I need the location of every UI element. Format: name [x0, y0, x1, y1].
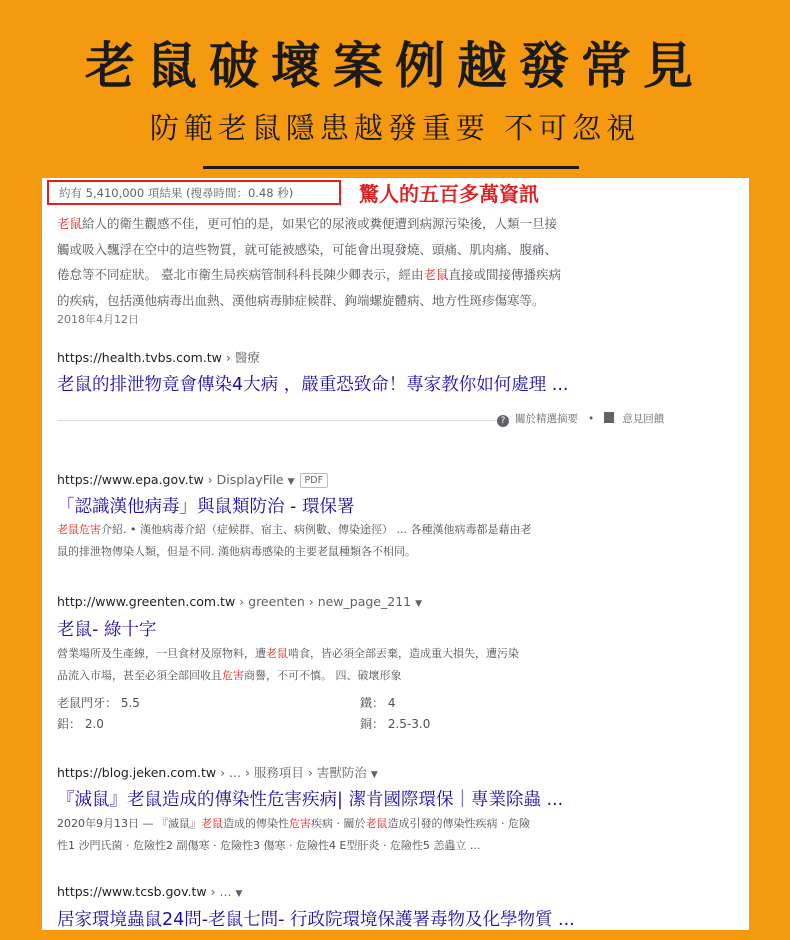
chevron-down-icon[interactable]: ▼ [415, 599, 423, 609]
cite-domain: https://www.epa.gov.tw [57, 472, 204, 487]
spec-item: 鐵： 4 [360, 696, 396, 710]
result-cite [57, 763, 378, 781]
result-snippet [57, 519, 531, 563]
feedback-link[interactable]: 意見回饋 [622, 413, 665, 425]
subheadline: 防範老鼠隱患越發重要 不可忽視 [149, 111, 641, 145]
snippet-line [57, 665, 519, 687]
chevron-down-icon[interactable]: ▼ [287, 477, 295, 487]
spec-item: 銅： 2.5-3.0 [360, 717, 431, 731]
snippet-text: 觸或吸入飄浮在空中的這些物質，就可能被感染，可能會出現發燒、頭痛、肌肉痛、腹痛、 [57, 241, 558, 257]
cite-path: › DisplayFile [203, 472, 284, 487]
spec-item: 老鼠門牙： 5.5 [57, 696, 140, 710]
snippet-line [57, 541, 531, 563]
snippet-text: 鼠的排泄物傳染人類，但是不同. 漢他病毒感染的主要老鼠種類各不相同。 [57, 545, 416, 558]
snippet-text: 啃食，皆必須全部丟棄，造成重大損失，遭污染 [288, 647, 519, 660]
result-stats: 約有 5,410,000 項結果 (搜尋時間：0.48 秒) [47, 180, 341, 205]
highlighted-term: 老鼠危害 [57, 523, 101, 536]
highlighted-term: 老鼠 [423, 267, 449, 282]
help-icon: ? [497, 415, 509, 427]
highlighted-term: 危害 [222, 669, 244, 682]
result-cite [57, 472, 328, 488]
featured-result-title[interactable]: 老鼠的排泄物竟會傳染4大病 ，嚴重恐致命！專家教你如何處理 ... [57, 375, 569, 395]
featured-snippet-date: 2018年4月12日 [57, 313, 139, 326]
snippet-text: 給人的衛生觀感不佳，更可怕的是，如果它的尿液或糞便遭到病源污染後，人類一旦接 [82, 216, 558, 231]
snippet-text: 品流入市場，甚至必須全部回收且 [57, 669, 222, 682]
result-snippet [57, 643, 519, 687]
result-snippet [57, 813, 530, 857]
snippet-text: 2020年9月13日 — 『滅鼠』 [57, 817, 201, 830]
divider-rule [203, 166, 579, 169]
featured-divider [57, 420, 497, 421]
featured-snippet-text [57, 211, 561, 313]
result-title[interactable]: 居家環境蟲鼠24問-老鼠七問- 行政院環境保護署毒物及化學物質 ... [57, 910, 575, 930]
snippet-line [57, 211, 561, 237]
snippet-line [57, 288, 561, 314]
result-cite [57, 594, 422, 609]
snippet-text: 造成的傳染性 [222, 817, 289, 830]
highlighted-term: 老鼠 [57, 216, 83, 231]
cite-domain: http://www.greenten.com.tw [57, 594, 236, 609]
snippet-line [57, 835, 530, 857]
snippet-text: 性1 沙門氏菌 · 危險性2 副傷寒 · 危險性3 傷寒 · 危險性4 E型肝炎 · 危險性5 恙蟲立 ... [57, 839, 481, 852]
snippet-text: 造成引發的傳染性疾病 · 危險 [387, 817, 530, 830]
result-title[interactable]: 『滅鼠』老鼠造成的傳染性危害疾病| 潔肯國際環保｜專業除蟲 ... [57, 790, 564, 810]
snippet-text: 商譽，不可不慎。 四、破壞形象 [244, 669, 402, 682]
spec-item: 鋁： 2.0 [57, 717, 104, 731]
highlighted-term: 老鼠 [266, 647, 288, 660]
cite-path: › ... [206, 884, 232, 899]
highlighted-term: 老鼠 [365, 817, 388, 830]
about-featured-link[interactable]: 關於精選摘要 [515, 413, 578, 425]
result-title[interactable]: 老鼠- 綠十字 [57, 620, 157, 640]
snippet-line [57, 813, 530, 835]
stats-callout: 驚人的五百多萬資訊 [359, 182, 539, 206]
search-results-panel [42, 178, 749, 930]
headline: 老鼠破壞案例越發常見 [85, 37, 705, 95]
separator-dot: • [588, 413, 595, 425]
cite-domain: https://blog.jeken.com.tw [57, 765, 217, 780]
feedback-icon [604, 412, 614, 423]
snippet-text: 直接或間接傳播疾病 [448, 267, 562, 282]
snippet-text: 營業場所及生產線，一旦食材及原物料，遭 [57, 647, 266, 660]
cite-path: › greenten › new_page_211 [235, 594, 412, 609]
highlighted-term: 危害 [288, 817, 311, 830]
highlighted-term: 老鼠 [200, 817, 223, 830]
featured-cite [57, 348, 260, 366]
cite-path: › ... › 服務項目 › 害獸防治 [216, 765, 367, 780]
cite-domain: https://health.tvbs.com.tw [57, 350, 222, 365]
pdf-badge: PDF [300, 473, 329, 488]
featured-meta [497, 411, 664, 427]
snippet-line [57, 519, 531, 541]
cite-path: › 醫療 [221, 350, 260, 365]
chevron-down-icon[interactable]: ▼ [370, 770, 378, 780]
cite-domain: https://www.tcsb.gov.tw [57, 884, 207, 899]
snippet-text: 倦怠等不同症狀。 臺北市衛生局疾病管制科科長陳少卿表示，經由 [57, 267, 424, 282]
snippet-text: 疾病 · 關於 [310, 817, 366, 830]
chevron-down-icon[interactable]: ▼ [235, 889, 243, 899]
snippet-text: 介紹. • 漢他病毒介紹（症候群、宿主、病例數、傳染途徑） ... 各種漢他病毒都是藉由老 [101, 523, 532, 536]
result-cite [57, 884, 242, 899]
snippet-text: 的疾病，包括漢他病毒出血熱、漢他病毒肺症候群、鉤端螺旋體病、地方性斑疹傷寒等。 [57, 292, 545, 308]
snippet-line [57, 643, 519, 665]
snippet-line [57, 237, 561, 263]
result-title[interactable]: 「認識漢他病毒」與鼠類防治 - 環保署 [57, 497, 355, 517]
snippet-line [57, 262, 561, 288]
